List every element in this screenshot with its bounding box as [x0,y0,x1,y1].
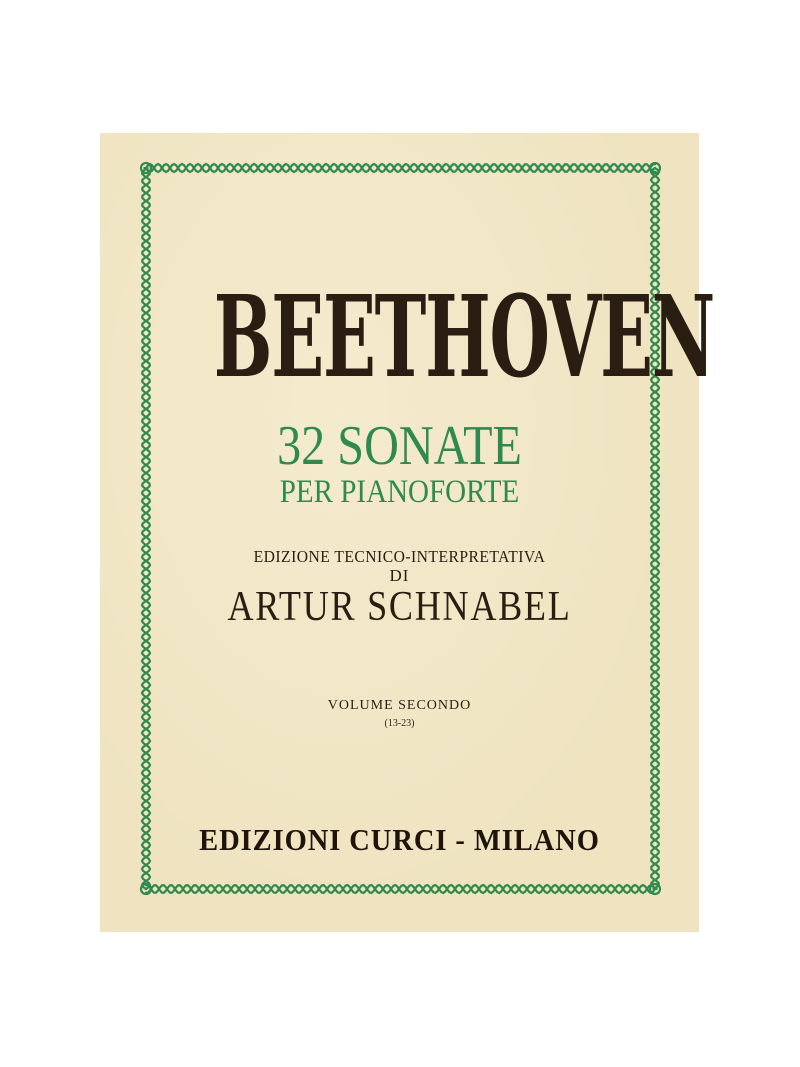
work-subtitle: PER PIANOFORTE [279,474,520,510]
work-title: 32 SONATE [277,415,522,477]
publisher-name: EDIZIONI CURCI - MILANO [199,822,600,857]
volume-label: VOLUME SECONDO [327,698,472,713]
edition-by: DI [389,566,410,585]
editor-name: ARTUR SCHNABEL [227,584,572,630]
edition-type: EDIZIONE TECNICO-INTERPRETATIVA [253,547,546,566]
volume-range: (13-23) [384,718,415,729]
composer-name: BEETHOVEN [213,272,715,403]
